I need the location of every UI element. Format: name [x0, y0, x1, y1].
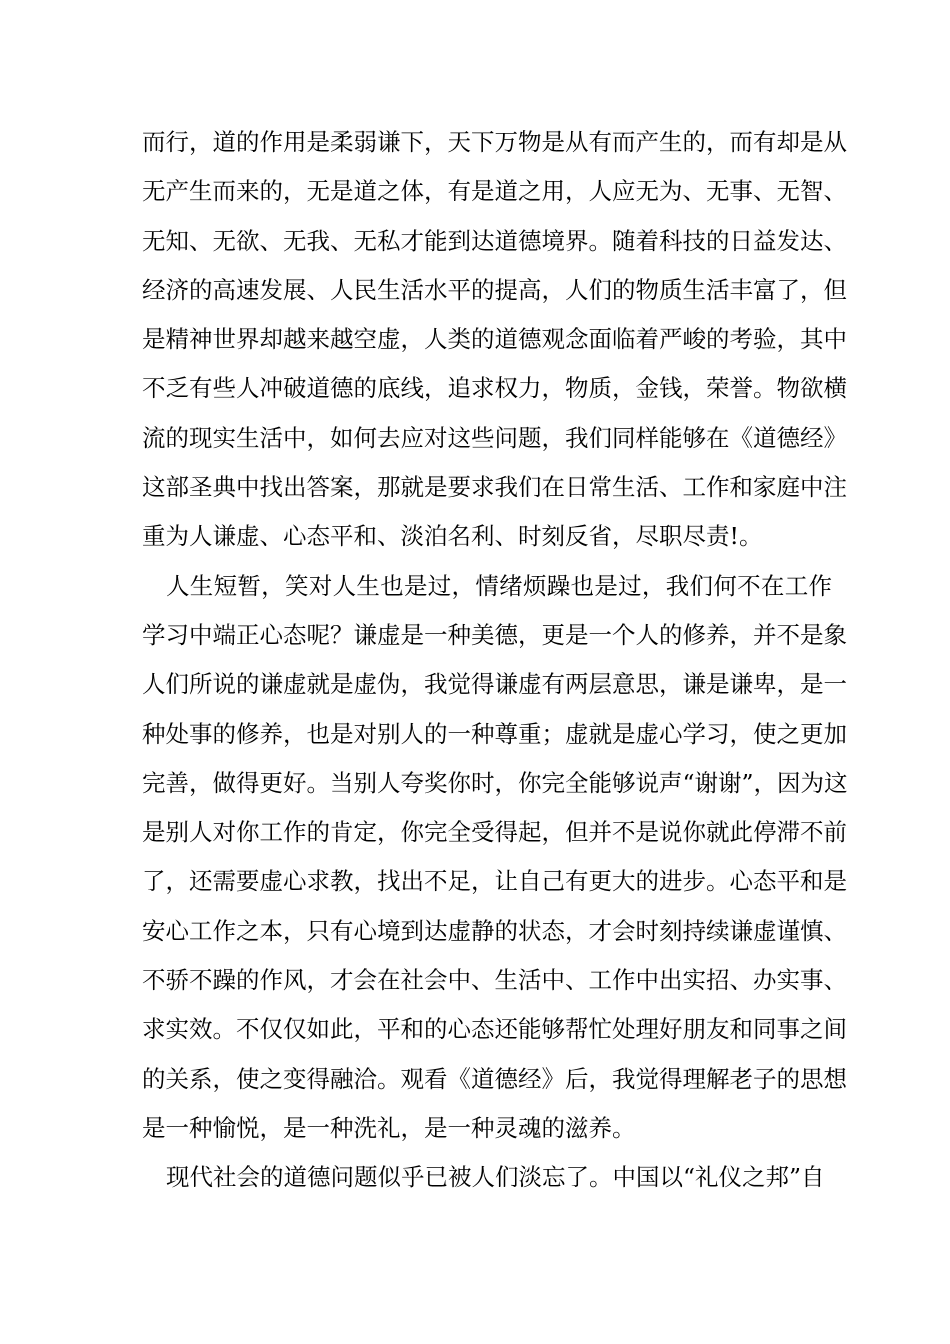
text-line-paragraph-start: 现代社会的道德问题似乎已被人们淡忘了。中国以“礼仪之邦”自 — [166, 1163, 825, 1192]
text-line: 是别人对你工作的肯定，你完全受得起，但并不是说你就此停滞不前 — [142, 818, 847, 847]
text-line: 求实效。不仅仅如此，平和的心态还能够帮忙处理好朋友和同事之间 — [142, 1015, 847, 1044]
text-line: 无知、无欲、无我、无私才能到达道德境界。随着科技的日益发达、 — [142, 226, 847, 255]
text-line: 经济的高速发展、人民生活水平的提高，人们的物质生活丰富了，但 — [142, 275, 847, 304]
text-line: 人们所说的谦虚就是虚伪，我觉得谦虚有两层意思，谦是谦卑，是一 — [142, 670, 847, 699]
text-line: 而行，道的作用是柔弱谦下，天下万物是从有而产生的，而有却是从 — [142, 128, 847, 156]
text-line: 不骄不躁的作风，才会在社会中、生活中、工作中出实招、办实事、 — [142, 966, 847, 995]
text-line: 了，还需要虚心求教，找出不足，让自己有更大的进步。心态平和是 — [142, 867, 847, 896]
text-line-paragraph-start: 人生短暂，笑对人生也是过，情绪烦躁也是过，我们何不在工作 — [166, 571, 832, 600]
text-line: 的关系，使之变得融洽。观看《道德经》后，我觉得理解老子的思想 — [142, 1064, 847, 1093]
text-line: 是精神世界却越来越空虚，人类的道德观念面临着严峻的考验，其中 — [142, 325, 847, 354]
text-line: 学习中端正心态呢？谦虚是一种美德，更是一个人的修养，并不是象 — [142, 620, 847, 649]
text-line: 无产生而来的，无是道之体，有是道之用，人应无为、无事、无智、 — [142, 177, 847, 206]
text-line-paragraph-end: 是一种愉悦，是一种洗礼，是一种灵魂的滋养。 — [142, 1113, 636, 1142]
text-line: 流的现实生活中，如何去应对这些问题，我们同样能够在《道德经》 — [142, 423, 847, 452]
text-line: 安心工作之本，只有心境到达虚静的状态，才会时刻持续谦虚谨慎、 — [142, 916, 847, 945]
text-line-paragraph-end: 重为人谦虚、心态平和、淡泊名利、时刻反省，尽职尽责!。 — [142, 522, 763, 551]
text-line: 种处事的修养，也是对别人的一种尊重；虚就是虚心学习，使之更加 — [142, 719, 847, 748]
text-line: 这部圣典中找出答案，那就是要求我们在日常生活、工作和家庭中注 — [142, 473, 847, 502]
text-line: 完善，做得更好。当别人夸奖你时，你完全能够说声“谢谢”，因为这 — [142, 768, 848, 797]
body-text — [142, 118, 848, 1203]
text-line: 不乏有些人冲破道德的底线，追求权力，物质，金钱，荣誉。物欲横 — [142, 374, 847, 403]
